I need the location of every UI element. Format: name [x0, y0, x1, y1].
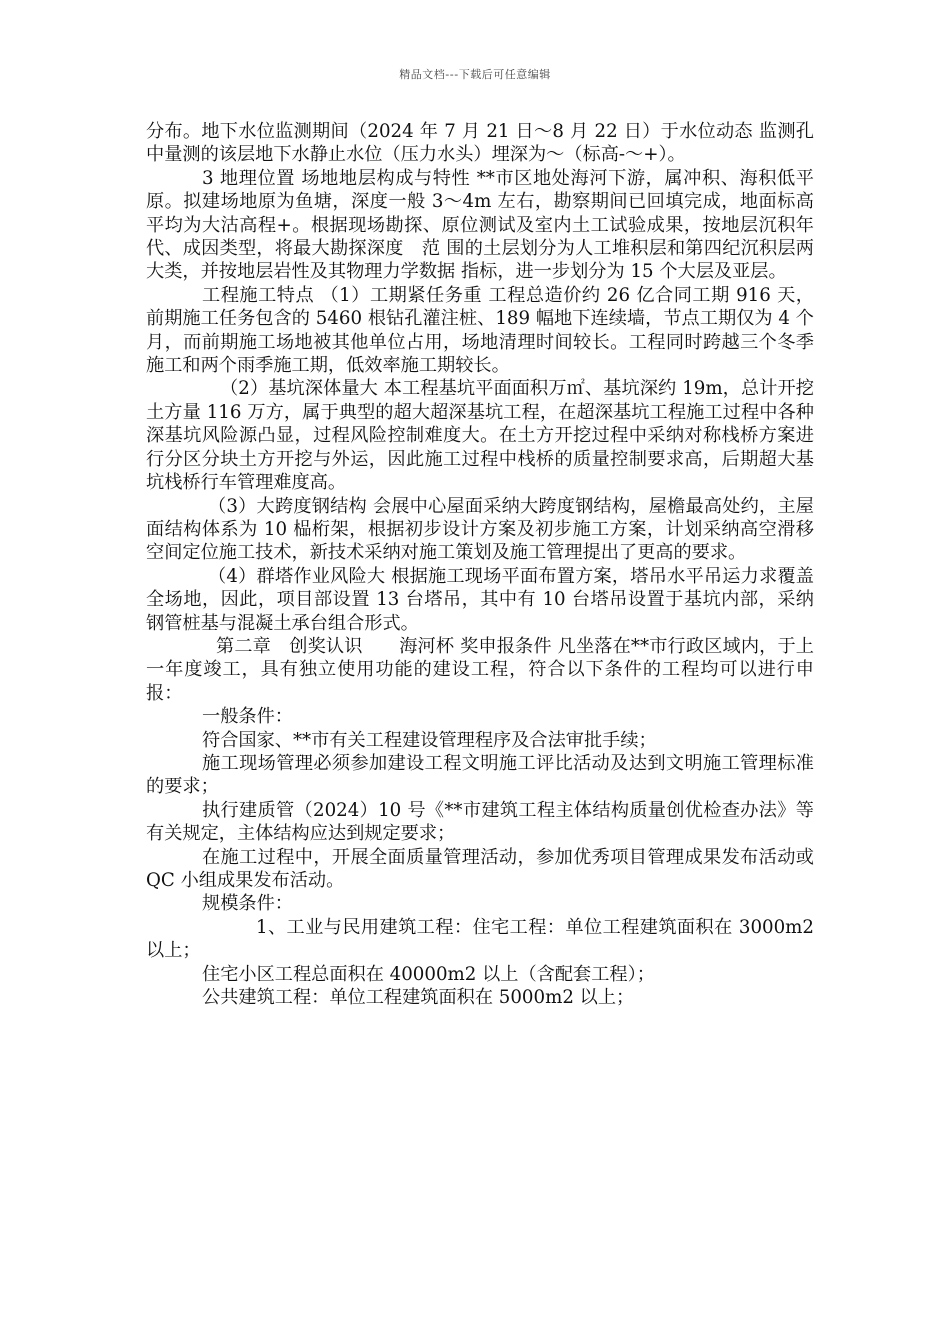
- paragraph-scale-industrial-civil: 1、工业与民用建筑工程：住宅工程：单位工程建筑面积在 3000m2 以上；: [146, 916, 814, 962]
- paragraph-condition-procedures: 符合国家、**市有关工程建设管理程序及合法审批手续；: [202, 729, 657, 751]
- paragraph-scale-residential-district: 住宅小区工程总面积在 40000m2 以上（含配套工程）；: [202, 963, 655, 985]
- paragraph-scale-conditions-heading: 规模条件：: [202, 893, 293, 915]
- paragraph-deep-foundation-pit: （2）基坑深体量大 本工程基坑平面面积万㎡、基坑深约 19m，总计开挖土方量 116 万方，属于典型的超大超深基坑工程，在超深基坑工程施工过程中各种深基坑风险源凸显，过程风险控制难度大。在土方开挖过程中采纳对称栈桥方案进行分区分块土方开挖与外运，因此施工过程中栈桥的质量控制要求高，后期超大基坑栈桥行车管理难度高。: [146, 378, 814, 494]
- paragraph-scale-public-building: 公共建筑工程：单位工程建筑面积在 5000m2 以上；: [202, 987, 635, 1009]
- document-body: [146, 120, 814, 1009]
- paragraph-long-span-steel: （3）大跨度钢结构 会展中心屋面采纳大跨度钢结构，屋檐最高处约，主屋面结构体系为 10 榀桁架，根据初步设计方案及初步施工方案，计划采纳高空滑移空间定位施工技术，新技术采纳对施工策划及施工管理提出了更高的要求。: [146, 495, 814, 564]
- paragraph-chapter-two: 第二章 创奖认识 海河杯 奖申报条件 凡坐落在**市行政区域内，于上一年度竣工，具有独立使用功能的建设工程，符合以下条件的工程均可以进行申报：: [146, 635, 814, 704]
- paragraph-general-conditions-heading: 一般条件：: [202, 706, 293, 728]
- paragraph-condition-site-management: 施工现场管理必须参加建设工程文明施工评比活动及达到文明施工管理标准的要求；: [146, 752, 814, 798]
- paragraph-condition-structure-quality: 执行建质管（2024）10 号《**市建筑工程主体结构质量创优检查办法》等有关规定，主体结构应达到规定要求；: [146, 799, 814, 845]
- paragraph-construction-features: 工程施工特点 （1）工期紧任务重 工程总造价约 26 亿合同工期 916 天，前期施工任务包含的 5460 根钻孔灌注桩、189 幅地下连续墙，节点工期仅为 4 个月，而前期施工场地被其他单位占用，场地清理时间较长。工程同时跨越三个冬季施工和两个雨季施工期，低效率施工期较长。: [146, 284, 814, 377]
- paragraph-condition-quality-management: 在施工过程中，开展全面质量管理活动，参加优秀项目管理成果发布活动或 QC 小组成果发布活动。: [146, 846, 814, 891]
- paragraph-geology: 3 地理位置 场地地层构成与特性 **市区地处海河下游，属冲积、海积低平原。拟建场地原为鱼塘，深度一般 3～4m 左右，勘察期间已回填完成，地面标高平均为大沽高程+。根据现场勘探、原位测试及室内土工试验成果，按地层沉积年代、成因类型，将最大勘探深度 范 围的土层划分为人工堆积层和第四纪沉积层两大类，并按地层岩性及其物理力学数据 指标，进一步划分为 15 个大层及亚层。: [146, 167, 814, 283]
- paragraph-tower-cranes: （4）群塔作业风险大 根据施工现场平面布置方案，塔吊水平吊运力求覆盖全场地，因此，项目部设置 13 台塔吊，其中有 10 台塔吊设置于基坑内部，采纳钢管桩基与混凝土承台组合形式。: [146, 565, 814, 634]
- page-header: 精品文档---下载后可任意编辑: [399, 68, 551, 81]
- paragraph-groundwater: 分布。地下水位监测期间（2024 年 7 月 21 日～8 月 22 日）于水位动态 监测孔中量测的该层地下水静止水位（压力水头）埋深为～（标高-～+）。: [146, 121, 814, 166]
